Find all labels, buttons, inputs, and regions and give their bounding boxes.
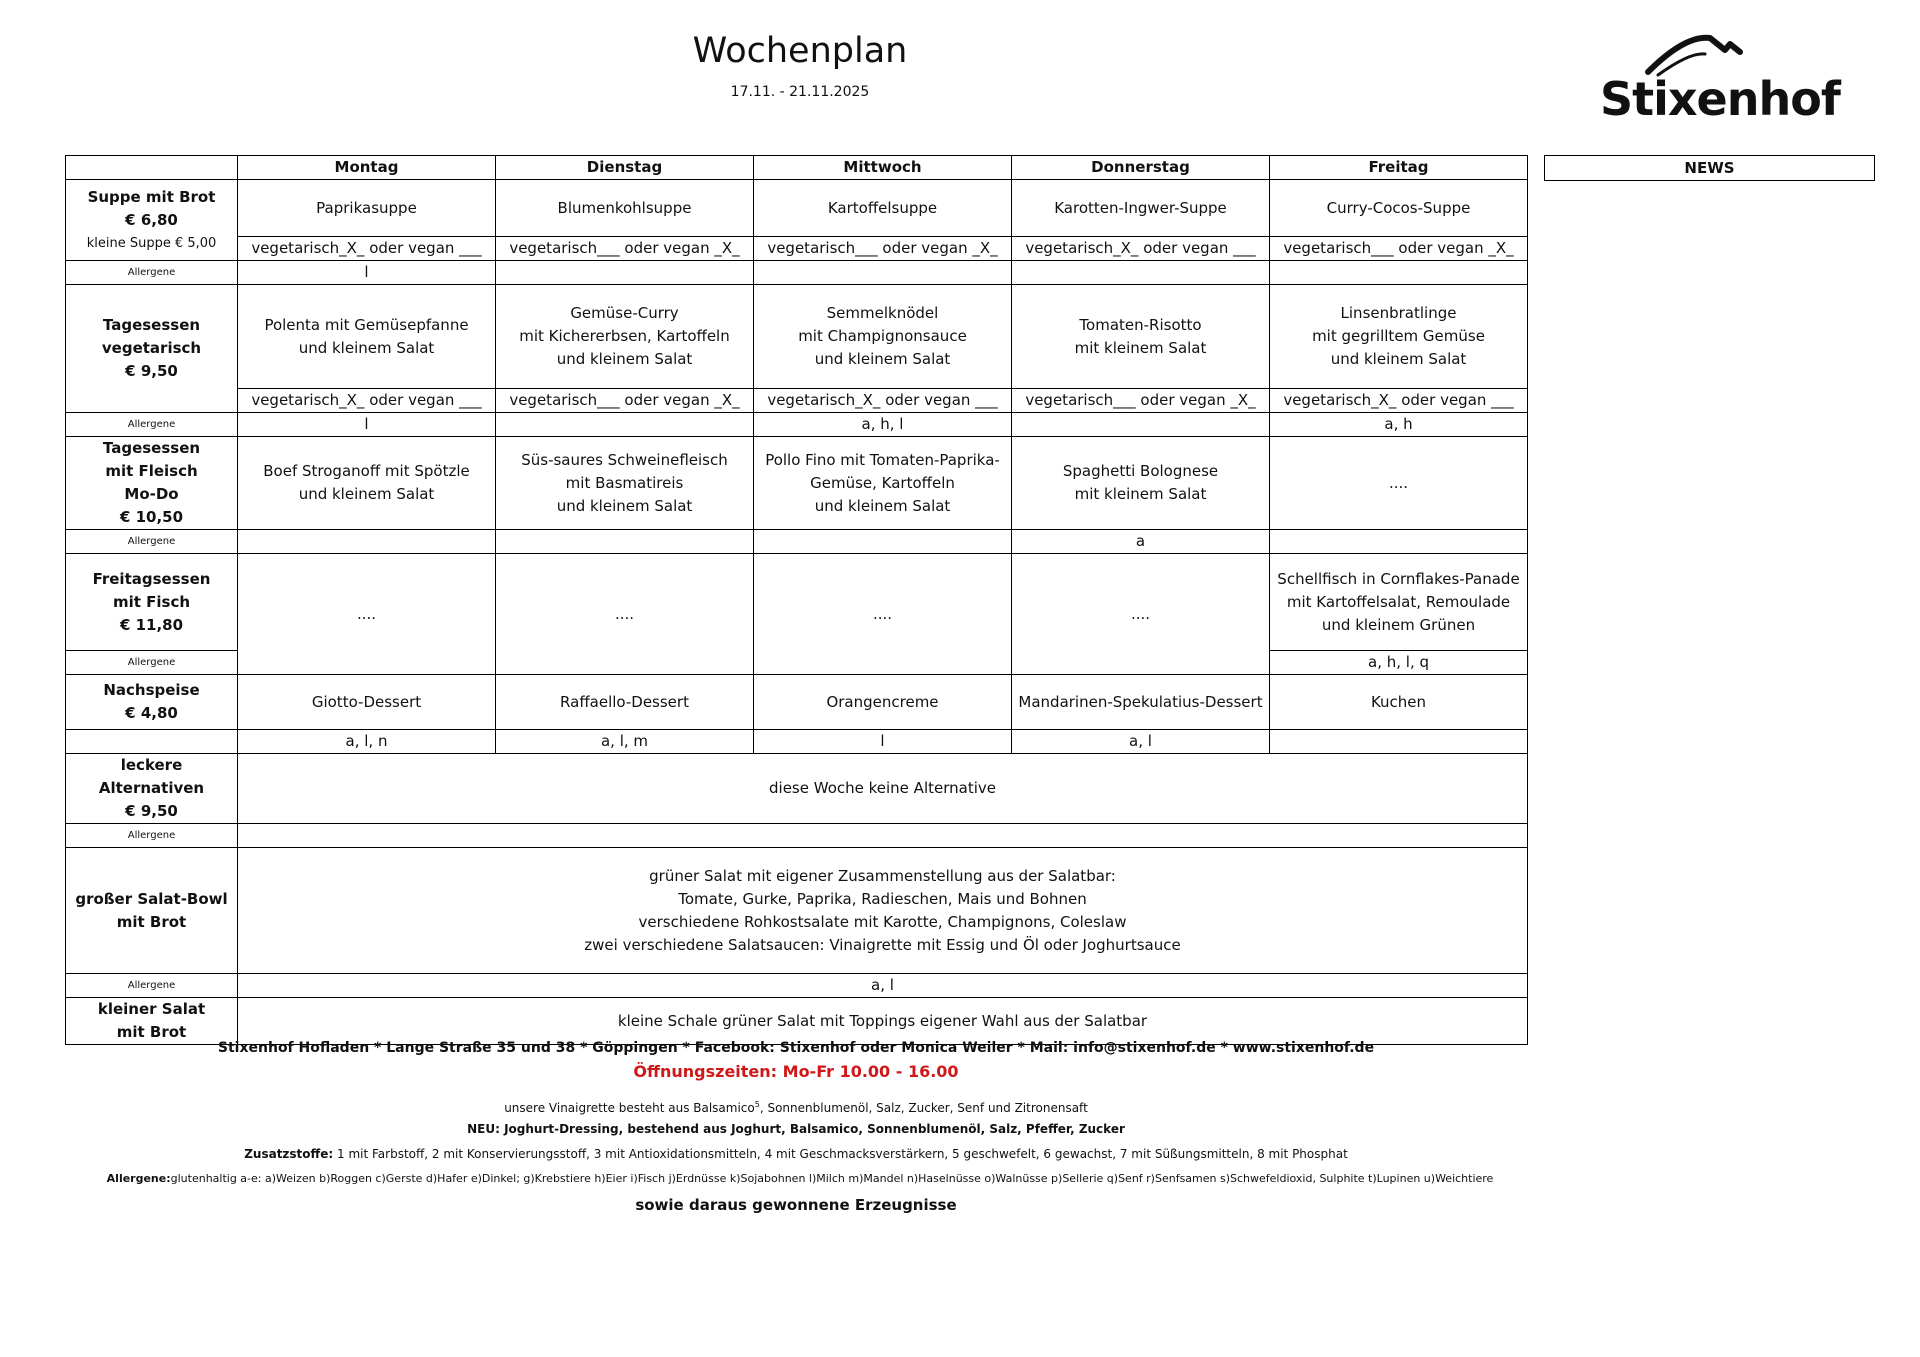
veg-marker: vegetarisch_X_ oder vegan ___ (754, 389, 1012, 413)
alternativen-text: diese Woche keine Alternative (238, 754, 1528, 824)
veg-marker: vegetarisch_X_ oder vegan ___ (238, 237, 496, 261)
vegetarisch-dish: Semmelknödel mit Champignonsauce und kleinem Salat (754, 285, 1012, 389)
salatbowl-row (66, 848, 1528, 974)
nachspeise-label (66, 675, 238, 730)
fleisch-dish: Spaghetti Bolognese mit kleinem Salat (1012, 437, 1270, 530)
allergen-label: Allergene (66, 261, 238, 285)
allergen-cell (754, 530, 1012, 554)
allergen-cell (496, 261, 754, 285)
fisch-dish: .... (754, 554, 1012, 675)
fleisch-title: Tagesessen (102, 439, 201, 457)
zusatzstoffe-note: Zusatzstoffe: 1 mit Farbstoff, 2 mit Konservierungsstoff, 3 mit Antioxidationsmitteln, 4 mit Geschmacksverstärkern, 5 geschwefelt, 6 gewachst, 7 mit Süßungsmitteln, 8 mit Phosphat (244, 1147, 1348, 1161)
fisch-dish: .... (1012, 554, 1270, 675)
veg-marker: vegetarisch___ oder vegan _X_ (496, 389, 754, 413)
suppe-dish: Blumenkohlsuppe (496, 180, 754, 237)
opening-hours: Öffnungszeiten: Mo-Fr 10.00 - 16.00 (633, 1062, 959, 1081)
salatbowl-subtitle: mit Brot (116, 912, 187, 931)
allergen-cell: a, l (238, 974, 1528, 998)
vinaigrette-note: unsere Vinaigrette besteht aus Balsamico$^5$, Sonnenblumenöl, Salz, Zucker, Senf und Zitronensaft (504, 1100, 1088, 1115)
allergen-cell (1012, 261, 1270, 285)
suppe-label (66, 180, 238, 261)
vegetarisch-allergen-row (66, 413, 1528, 437)
allergen-cell: a, h (1270, 413, 1528, 437)
day-header: Freitag (1270, 156, 1528, 180)
menu-table (65, 155, 1528, 1045)
suppe-small-price: kleine Suppe € 5,00 (86, 235, 217, 251)
vegetarisch-veg-row (66, 389, 1528, 413)
nachspeise-title: Nachspeise (103, 681, 200, 699)
veg-marker: vegetarisch_X_ oder vegan ___ (1270, 389, 1528, 413)
alternativen-row (66, 754, 1528, 824)
page-title: Wochenplan (692, 31, 908, 71)
news-header: NEWS (1545, 156, 1875, 181)
suppe-dish: Curry-Cocos-Suppe (1270, 180, 1528, 237)
allergen-cell: a (1012, 530, 1270, 554)
vegetarisch-row (66, 285, 1528, 389)
date-range: 17.11. - 21.11.2025 (730, 84, 870, 100)
header-row (66, 156, 1528, 180)
nachspeise-allergen-row (66, 730, 1528, 754)
allergen-cell (1270, 261, 1528, 285)
allergen-cell (1270, 730, 1528, 754)
alternativen-price: € 9,50 (125, 802, 178, 820)
allergen-cell: l (754, 730, 1012, 754)
allergen-label: Allergene (66, 530, 238, 554)
nachspeise-row (66, 675, 1528, 730)
allergen-cell: a, h, l, q (1270, 651, 1528, 675)
fisch-label (66, 554, 238, 651)
nachspeise-dish: Mandarinen-Spekulatius-Dessert (1012, 675, 1270, 730)
allergen-cell: a, l, m (496, 730, 754, 754)
suppe-dish: Kartoffelsuppe (754, 180, 1012, 237)
fisch-dish: .... (238, 554, 496, 675)
kleinsalat-title: kleiner Salat (97, 1000, 206, 1018)
allergen-cell: a, h, l (754, 413, 1012, 437)
salatbowl-text: grüner Salat mit eigener Zusammenstellung aus der Salatbar: Tomate, Gurke, Paprika, Radieschen, Mais und Bohnen verschiedene Rohkostsalate mit Karotte, Champignons, Coleslaw zwei verschiedene Salatsaucen: Vinaigrette mit Essig und Öl oder Joghurtsauce (238, 848, 1528, 974)
vegetarisch-price: € 9,50 (125, 362, 178, 380)
corner-cell (66, 156, 238, 180)
suppe-veg-row (66, 237, 1528, 261)
allergen-cell: a, l, n (238, 730, 496, 754)
fleisch-dish: Boef Stroganoff mit Spötzle und kleinem Salat (238, 437, 496, 530)
nachspeise-dish: Kuchen (1270, 675, 1528, 730)
vegetarisch-label (66, 285, 238, 413)
fisch-row (66, 554, 1528, 651)
allergen-label: Allergene (66, 974, 238, 998)
salatbowl-label (66, 848, 238, 974)
allergen-cell (238, 824, 1528, 848)
suppe-allergen-row (66, 261, 1528, 285)
fisch-dish: Schellfisch in Cornflakes-Panade mit Kartoffelsalat, Remoulade und kleinem Grünen (1270, 554, 1528, 651)
alternativen-label (66, 754, 238, 824)
salatbowl-allergen-row (66, 974, 1528, 998)
day-header: Donnerstag (1012, 156, 1270, 180)
allergen-cell: l (238, 261, 496, 285)
nachspeise-dish: Giotto-Dessert (238, 675, 496, 730)
allergen-cell (1270, 530, 1528, 554)
day-header: Montag (238, 156, 496, 180)
allergen-cell (496, 413, 754, 437)
fleisch-price: € 10,50 (119, 508, 184, 526)
suppe-title: Suppe mit Brot (87, 187, 216, 206)
suppe-dish: Paprikasuppe (238, 180, 496, 237)
veg-marker: vegetarisch_X_ oder vegan ___ (238, 389, 496, 413)
fleisch-subtitle: mit Fleisch (105, 462, 198, 480)
veg-marker: vegetarisch___ oder vegan _X_ (1012, 389, 1270, 413)
allergen-cell (1012, 413, 1270, 437)
allergen-cell (238, 530, 496, 554)
suppe-price: € 6,80 (125, 210, 178, 229)
alternativen-title: leckere Alternativen (98, 756, 205, 797)
vegetarisch-dish: Polenta mit Gemüsepfanne und kleinem Salat (238, 285, 496, 389)
fleisch-dish: Süs-saures Schweinefleisch mit Basmatireis und kleinem Salat (496, 437, 754, 530)
vegetarisch-subtitle: vegetarisch (101, 339, 202, 357)
vegetarisch-title: Tagesessen (102, 316, 201, 334)
day-header: Dienstag (496, 156, 754, 180)
salatbowl-title: großer Salat-Bowl (75, 889, 228, 908)
veg-marker: vegetarisch___ oder vegan _X_ (754, 237, 1012, 261)
allergen-cell (754, 261, 1012, 285)
fisch-price: € 11,80 (119, 615, 184, 634)
fleisch-days: Mo-Do (124, 485, 179, 503)
logo (1600, 30, 1840, 130)
allergen-label: Allergene (66, 651, 238, 675)
news-box (1544, 155, 1875, 181)
fisch-dish: .... (496, 554, 754, 675)
veg-marker: vegetarisch_X_ oder vegan ___ (1012, 237, 1270, 261)
dressing-note: NEU: Joghurt-Dressing, bestehend aus Joghurt, Balsamico, Sonnenblumenöl, Salz, Pfeffer, Zucker (467, 1122, 1125, 1136)
logo-text: Stixenhof (1600, 72, 1840, 126)
vegetarisch-dish: Linsenbratlinge mit gegrilltem Gemüse und kleinem Salat (1270, 285, 1528, 389)
allergen-label: Allergene (66, 413, 238, 437)
day-header: Mittwoch (754, 156, 1012, 180)
fleisch-dish: Pollo Fino mit Tomaten-Paprika- Gemüse, Kartoffeln und kleinem Salat (754, 437, 1012, 530)
kleinsalat-row (66, 998, 1528, 1045)
sowie-note: sowie daraus gewonnene Erzeugnisse (635, 1196, 957, 1214)
allergen-cell: l (238, 413, 496, 437)
vegetarisch-dish: Tomaten-Risotto mit kleinem Salat (1012, 285, 1270, 389)
veg-marker: vegetarisch___ oder vegan _X_ (1270, 237, 1528, 261)
kleinsalat-text: kleine Schale grüner Salat mit Toppings eigener Wahl aus der Salatbar (238, 998, 1528, 1045)
fleisch-row (66, 437, 1528, 530)
allergen-cell (496, 530, 754, 554)
alternativen-allergen-row (66, 824, 1528, 848)
fleisch-allergen-row (66, 530, 1528, 554)
allergen-label: Allergene (66, 824, 238, 848)
fleisch-dish: .... (1270, 437, 1528, 530)
vegetarisch-dish: Gemüse-Curry mit Kichererbsen, Kartoffeln und kleinem Salat (496, 285, 754, 389)
suppe-row (66, 180, 1528, 237)
suppe-dish: Karotten-Ingwer-Suppe (1012, 180, 1270, 237)
allergene-note: Allergene:glutenhaltig a-e: a)Weizen b)Roggen c)Gerste d)Hafer e)Dinkel; g)Krebstiere h)Eier i)Fisch j)Erdnüsse k)Sojabohnen l)Milch m)Mandel n)Haselnüsse o)Walnüsse p)Sellerie q)Senf r)Senfsamen s)Schwefeldioxid, Sulphite t)Lupinen u)Weichtiere (106, 1172, 1494, 1185)
veg-marker: vegetarisch___ oder vegan _X_ (496, 237, 754, 261)
nachspeise-dish: Orangencreme (754, 675, 1012, 730)
fleisch-label (66, 437, 238, 530)
contact-line: Stixenhof Hofladen * Lange Straße 35 und 38 * Göppingen * Facebook: Stixenhof oder Monica Weiler * Mail: info@stixenhof.de * www.stixenhof.de (217, 1040, 1375, 1056)
kleinsalat-subtitle: mit Brot (116, 1023, 187, 1041)
fisch-title: Freitagsessen (92, 569, 211, 588)
nachspeise-price: € 4,80 (125, 704, 178, 722)
kleinsalat-label (66, 998, 238, 1045)
nachspeise-dish: Raffaello-Dessert (496, 675, 754, 730)
allergen-label-empty (66, 730, 238, 754)
allergen-cell: a, l (1012, 730, 1270, 754)
fisch-subtitle: mit Fisch (112, 592, 191, 611)
